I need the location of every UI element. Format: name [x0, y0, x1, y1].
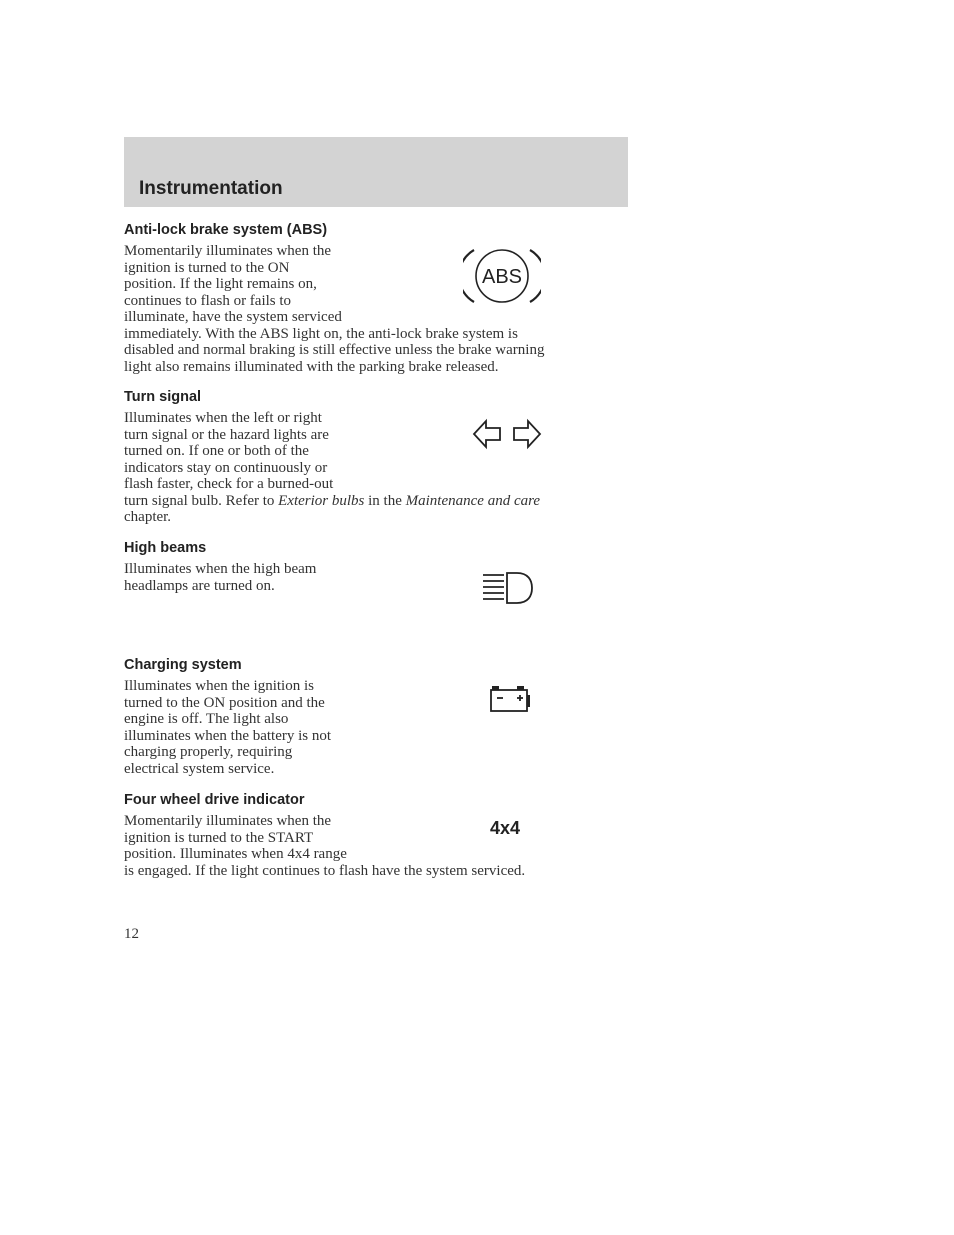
section-heading: Turn signal — [124, 389, 202, 405]
section-four-wheel-drive — [124, 791, 624, 879]
four-wheel-drive-icon: 4x4 — [490, 818, 521, 838]
section-heading: Four wheel drive indicator — [124, 792, 305, 808]
section-heading: Anti-lock brake system (ABS) — [124, 222, 328, 238]
section-body: Momentarily illuminates when the ignition is turned to the ON position. If the light remains on, continues to flash or fails to illuminate, have the system serviced immediately. With the ABS light on, the anti-lock brake system is disabled and normal braking is still effective unless the brake warning light also remains illuminated with the parking brake released. — [124, 243, 545, 375]
cross-reference-maintenance-and-care: Maintenance and care — [405, 492, 541, 509]
high-beam-icon — [480, 570, 536, 608]
page-number: 12 — [124, 926, 139, 942]
section-turn-signal — [124, 388, 624, 526]
cross-reference-exterior-bulbs: Exterior bulbs — [278, 492, 365, 509]
battery-icon — [488, 684, 534, 714]
section-high-beams — [124, 539, 624, 594]
section-heading: Charging system — [124, 657, 242, 673]
section-body: Illuminates when the high beam headlamps are turned on. — [124, 561, 317, 594]
section-abs — [124, 221, 624, 375]
section-charging-system — [124, 656, 624, 777]
section-body: Illuminates when the left or right turn signal or the hazard lights are turned on. If one or both of the indicators stay on continuously or flash faster, check for a burned-out turn signal bulb. Refer to Exterior bulbs in the Maintenance and care chapter. — [124, 410, 541, 525]
page-title: Instrumentation — [139, 178, 283, 199]
section-body: Momentarily illuminates when the ignition is turned to the START position. Illuminates when 4x4 range is engaged. If the light continues to flash have the system serviced. — [124, 813, 526, 879]
section-heading: High beams — [124, 540, 207, 556]
section-body: Illuminates when the ignition is turned to the ON position and the engine is off. The light also illuminates when the battery is not charging properly, requiring electrical system service. — [124, 678, 332, 777]
turn-signal-arrows-icon — [472, 418, 542, 450]
section-header-band — [124, 137, 628, 207]
svg-text:ABS: ABS — [481, 266, 523, 288]
abs-warning-icon — [463, 244, 541, 308]
